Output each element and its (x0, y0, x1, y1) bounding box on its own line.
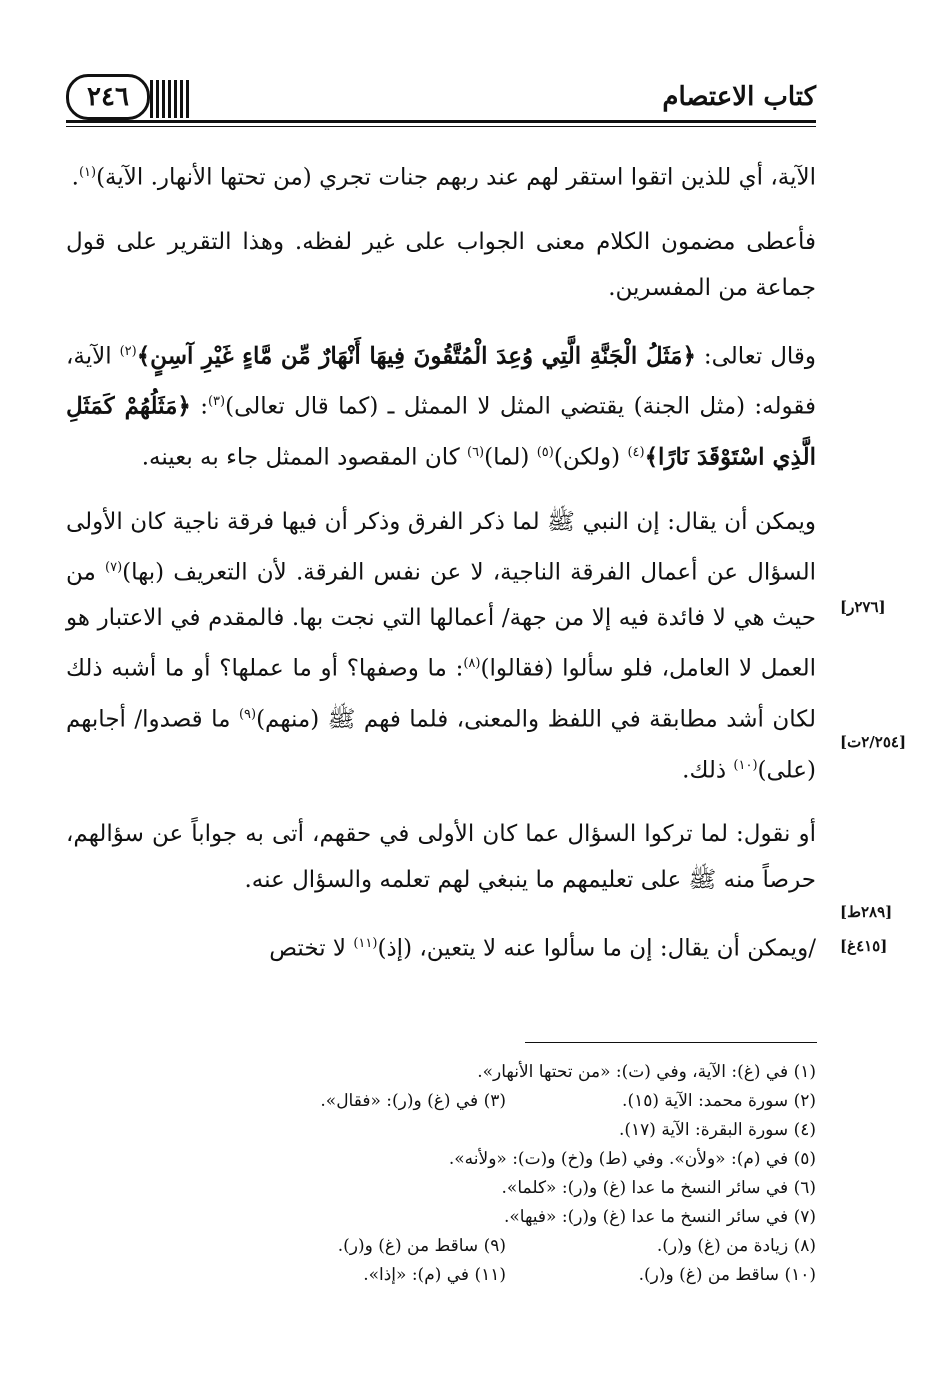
footnote: (٦) في سائر النسخ ما عدا (غ) و(ر): «كلما». (501, 1178, 816, 1198)
header-ornament (150, 80, 200, 118)
paragraph-2: فأعطى مضمون الكلام معنى الجواب على غير لفظه. وهذا التقرير على قول جماعة من المفسرين. (66, 228, 816, 301)
footnote: (١) في (غ): الآية، وفي (ت): «من تحتها الأنهار». (477, 1062, 816, 1082)
footnotes (166, 1058, 816, 1290)
margin-note: [٢/٢٥٤ت] (840, 733, 907, 751)
footnote: (١٠) ساقط من (غ) و(ر). (638, 1265, 816, 1285)
footnote: (٩) ساقط من (غ) و(ر). (337, 1236, 506, 1256)
margin-note: [٤١٥غ] (840, 937, 888, 955)
paragraph-1: الآية، أي للذين اتقوا استقر لهم عند ربهم جنات تجري (من تحتها الأنهار. الآية)$^{(١)}$. (71, 164, 816, 191)
header-rule-thin (66, 126, 816, 127)
footnote: (٤) سورة البقرة: الآية (١٧). (618, 1120, 816, 1140)
page-header (66, 72, 816, 128)
book-title: كتاب الاعتصام (662, 82, 816, 112)
footnote: (١١) في (م): «إذا». (363, 1265, 506, 1285)
paragraph-5: أو نقول: لما تركوا السؤال عما كان الأولى في حقهم، أتى به جواباً عن سؤالهم، حرصاً منه ﷺ على تعليمهم ما ينبغي لهم تعلمه والسؤال عنه. (66, 821, 816, 894)
margin-note: [٢٧٦ر] (840, 598, 886, 616)
footnote: (٧) في سائر النسخ ما عدا (غ) و(ر): «فيها». (503, 1207, 816, 1227)
page-number: ٢٤٦ (66, 74, 150, 120)
quran-verse: ﴿مَثَلُ الْجَنَّةِ الَّتِي وُعِدَ الْمُتَّقُونَ فِيهَا أَنْهَارٌ مِّن مَّاءٍ غَيْرِ آسِنٍ﴾ (136, 342, 696, 370)
paragraph-4: ويمكن أن يقال: إن النبي ﷺ لما ذكر الفرق وذكر أن فيها فرقة ناجية كان الأولى السؤال عن أعمال الفرقة الناجية، لا عن نفس الفرقة. لأن التعريف (بها)$^{(٧)}$ من حيث هي لا فائدة فيه إلا من جهة/ أعمالها التي نجت بها. فالمقدم في الاعتبار هو العمل لا العامل، فلو سألوا (فقالوا)$^{(٨)}$: ما وصفها؟ أو ما عملها؟ أو ما أشبه ذلك لكان أشد مطابقة في اللفظ والمعنى، فلما فهم ﷺ (منهم)$^{(٩)}$ ما قصدوا/ أجابهم (على)$^{(١٠)}$ ذلك. (66, 508, 817, 784)
quran-verse: ﴿مَثَلُهُمْ كَمَثَلِ الَّذِي اسْتَوْقَدَ نَارًا﴾ (66, 392, 816, 471)
paragraph-6: /ويمكن أن يقال: إن ما سألوا عنه لا يتعين، (إذ)$^{(١١)}$ لا تختص (269, 935, 816, 962)
footnote: (٥) في (م): «ولأن». وفي (ط) و(خ) و(ت): «ولأنه». (448, 1149, 816, 1169)
paragraph-3: وقال تعالى: ﴿مَثَلُ الْجَنَّةِ الَّتِي وُعِدَ الْمُتَّقُونَ فِيهَا أَنْهَارٌ مِّن مَّاءٍ غَيْرِ آسِنٍ﴾$^{(٢)}$ الآية، فقوله: (مثل الجنة) يقتضي المثل لا الممثل ـ (كما قال تعالى)$^{(٣)}$: ﴿مَثَلُهُمْ كَمَثَلِ الَّذِي اسْتَوْقَدَ نَارًا﴾$^{(٤)}$ (ولكن)$^{(٥)}$ (لما)$^{(٦)}$ كان المقصود الممثل جاء به بعينه. (66, 342, 817, 471)
footnote: (٢) سورة محمد: الآية (١٥). (622, 1091, 816, 1111)
main-text (66, 150, 816, 990)
footnote: (٨) زيادة من (غ) و(ر). (656, 1236, 816, 1256)
header-rule (66, 120, 816, 123)
footnote-separator (525, 1042, 817, 1043)
footnote: (٣) في (غ) و(ر): «فقال». (320, 1091, 506, 1111)
margin-note: [٢٨٩ط] (840, 903, 893, 921)
